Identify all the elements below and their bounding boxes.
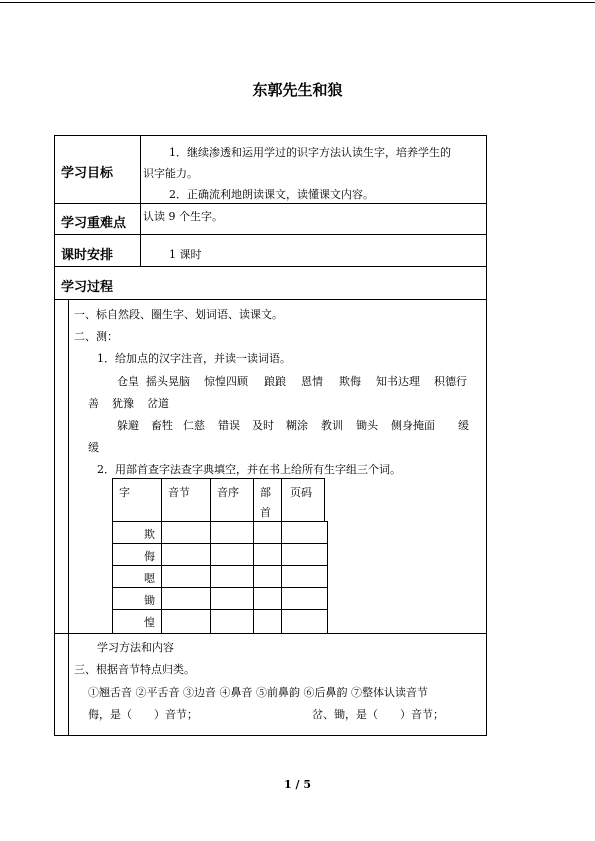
word: 善 [88,397,99,410]
key-label: 学习重难点 [61,216,127,231]
goal-line: 2．正确流利地朗读课文，读懂课文内容。 [169,188,374,201]
row-divider [113,521,327,522]
word: 教训 [321,419,343,432]
word: 岔道 [147,397,169,410]
table-cell-char: 惶 [144,616,155,629]
table-cell-char: 锄 [144,594,155,607]
table-header: 音节 [168,486,190,499]
word: 仓皇 [117,375,139,388]
word: 犹豫 [112,397,134,410]
word: 惊惶四顾 [204,375,248,388]
margin-divider [68,299,69,735]
word: 踉踉 [264,375,286,388]
table-header: 字 [119,486,130,499]
word: 糊涂 [286,419,308,432]
page-title: 东郭先生和狼 [252,81,343,99]
word: 及时 [252,419,274,432]
table-header: 部 [260,486,271,499]
word: 欺侮 [339,375,361,388]
process-step: 一、标自然段、圈生字、划词语、读课文。 [74,308,283,321]
lesson-plan-table [54,135,487,736]
question: 2．用部首查字法查字典填空，并在书上给所有生字组三个词。 [97,463,401,476]
row-divider [113,609,327,610]
goal-line: 1．继续渗透和运用学过的识字方法认读生字，培养学生的 [169,146,451,159]
table-cell-char: 欺 [144,528,155,541]
goal-line: 识字能力。 [143,167,198,180]
word: 锄头 [356,419,378,432]
word: 缓 [88,441,99,454]
category-list: ①翘舌音 ②平舌音 ③边音 ④鼻音 ⑤前鼻韵 ⑥后鼻韵 ⑦整体认读音节 [88,686,428,699]
word: 恩情 [301,375,323,388]
page-number: 1 / 5 [284,778,311,791]
table-header: 页码 [290,486,312,499]
process-label: 学习过程 [61,280,114,295]
question: 1．给加点的汉字注音，并读一读词语。 [97,352,291,365]
schedule-label: 课时安排 [61,248,114,263]
row-divider [55,203,486,204]
schedule-text: 1 课时 [169,248,202,261]
fill-blank: 岔、锄，是（ ）音节； [312,708,444,721]
table-header: 音序 [217,486,239,499]
top-rule [0,2,595,3]
word: 错误 [218,419,240,432]
row-divider [113,543,327,544]
method-heading: 学习方法和内容 [97,641,174,654]
word: 仁慈 [183,419,205,432]
row-divider [55,299,486,300]
key-text: 认读 9 个生字。 [143,210,223,223]
row-divider [113,587,327,588]
col-divider [327,521,328,633]
table-header: 首 [260,506,271,519]
row-divider [55,234,486,235]
col-divider [140,136,141,266]
word: 侧身掩面 [391,419,435,432]
word: 躲避 [117,419,139,432]
table-cell-char: 嗯 [144,572,155,585]
row-divider [55,266,486,267]
goal-label: 学习目标 [61,166,114,181]
row-divider [55,633,486,634]
col-divider [324,479,325,521]
word: 知书达理 [376,375,420,388]
table-cell-char: 侮 [144,550,155,563]
fill-blank: 侮，是（ ）音节； [88,708,198,721]
word: 缓 [458,419,469,432]
word: 摇头晃脑 [146,375,190,388]
word: 畜牲 [151,419,173,432]
word: 积德行 [434,375,467,388]
process-step: 二、测： [74,330,118,343]
dictionary-table [112,478,325,633]
row-divider [113,565,327,566]
process-step: 三、根据音节特点归类。 [74,663,195,676]
